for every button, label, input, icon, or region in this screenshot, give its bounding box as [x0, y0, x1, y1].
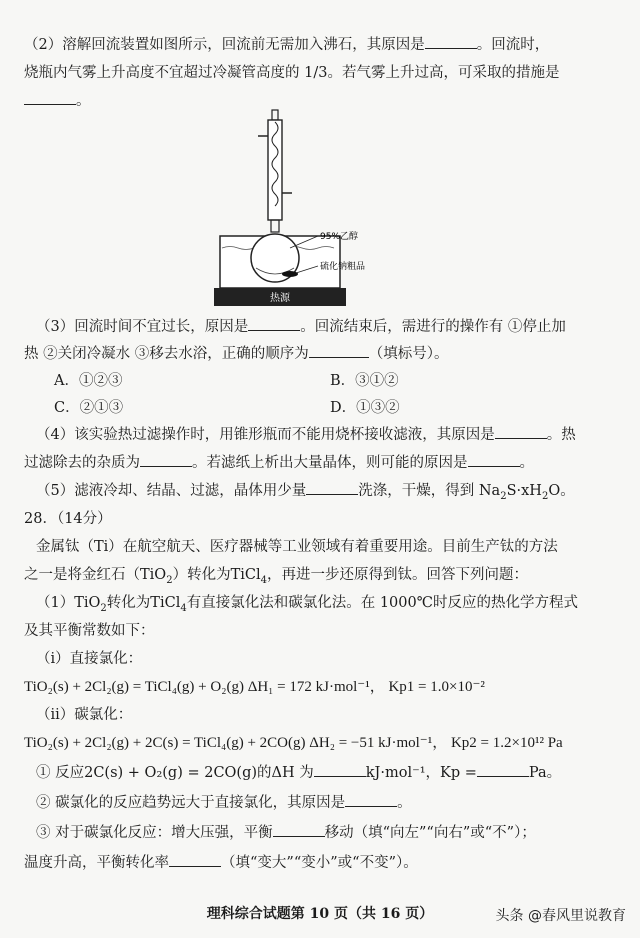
q3-line1: [36, 316, 632, 338]
answer-blank: [309, 343, 369, 358]
q28-i-title: （i）直接氯化：: [36, 651, 143, 667]
subscript: 2: [500, 490, 507, 502]
q2-text-1b: 。回流时，: [476, 37, 550, 53]
q28-sub3-line1: [36, 822, 632, 844]
q28-part1-line2: 及其平衡常数如下：: [24, 623, 155, 639]
answer-blank: [495, 424, 547, 439]
q2-text-1a: （2）溶解回流装置如图所示，回流前无需加入沸石，其原因是: [24, 37, 425, 53]
q28-s3-b: 移动（填“向左”“向右”或“不”）；: [324, 825, 536, 841]
subscript: 4: [180, 602, 187, 614]
q28-s3-2a: 温度升高，平衡转化率: [24, 855, 169, 871]
q3-line2: [24, 343, 620, 365]
subscript: 2: [166, 574, 173, 586]
reflux-apparatus-figure: [210, 108, 366, 308]
q2-line3: 。: [24, 90, 620, 112]
option-a: A．①②③: [54, 373, 123, 389]
q28-s3-2b: （填“变大”“变小”或“不变”）。: [221, 855, 418, 871]
q28-p1-c: 有直接氯化法和碳氯化法。在 1000℃时反应的热化学方程式: [186, 595, 578, 611]
q28-intro-2a: 之一是将金红石（TiO: [24, 567, 167, 583]
q4-text-1a: （4）该实验热过滤操作时，用锥形瓶而不能用烧杯接收滤液，其原因是: [36, 427, 495, 443]
q28-intro-line2: [24, 564, 620, 592]
crude-solid: [282, 271, 298, 277]
q4-line1: [36, 424, 632, 446]
q4-text-1b: 。热: [546, 427, 576, 443]
answer-blank: [24, 90, 76, 105]
q28-s2-a: ② 碳氯化的反应趋势远大于直接氯化，其原因是: [36, 795, 346, 811]
answer-blank: [477, 762, 529, 777]
q4-text-2a: 过滤除去的杂质为: [24, 455, 140, 471]
equation-2: TiO₂(s) + 2Cl₂(g) + 2C(s) = TiCl₄(g) + 2CO(g) ΔH₂ = −51 kJ·mol⁻¹， Kp2 = 1.2×10¹² Pa: [24, 735, 563, 751]
answer-blank: [425, 34, 477, 49]
q28-s2-b: 。: [397, 795, 412, 811]
q5-text-b: 洗涤，干燥，得到 Na: [358, 483, 501, 499]
q3-text-2b: （填标号）。: [368, 346, 449, 362]
subscript: 2: [100, 602, 107, 614]
q28-ii-title: （ii）碳氯化：: [36, 707, 133, 723]
answer-blank: [248, 316, 300, 331]
q3-text-1a: （3）回流时间不宜过长，原因是: [36, 319, 249, 335]
q28-intro-2b: ）转化为TiCl: [172, 567, 261, 583]
q2-line1: [24, 34, 620, 56]
q28-intro-2c: ，再进一步还原得到钛。回答下列问题：: [267, 567, 528, 583]
q2-text-2: 烧瓶内气雾上升高度不宜超过冷凝管高度的 1/3。若气雾上升过高，可采取的措施是: [24, 65, 560, 81]
option-d: D．①③②: [330, 400, 400, 416]
flask-neck: [271, 220, 279, 232]
q28-sub2: [36, 792, 632, 814]
page-footer: 理科综合试题第 10 页（共 16 页）: [206, 906, 434, 922]
condenser-top: [272, 110, 278, 120]
answer-blank: [169, 852, 221, 867]
q28-s1-a: ① 反应2C(s) + O₂(g) = 2CO(g)的ΔH 为: [36, 765, 314, 781]
subscript: 2: [541, 490, 549, 502]
subscript: 4: [260, 574, 267, 586]
option-c: C．②①③: [54, 400, 124, 416]
q3-text-1b: 。回流结束后，需进行的操作有 ①停止加: [300, 319, 566, 335]
q5-text-a: （5）滤液冷却、结晶、过滤，晶体用少量: [36, 483, 307, 499]
label-heat-source: 热源: [270, 293, 290, 304]
answer-blank: [140, 452, 192, 467]
q28-part1-line1: [36, 592, 632, 620]
watermark: 头条 @春风里说教育: [495, 908, 626, 924]
q2-line2: [24, 62, 620, 84]
q28-header: 28．（14分）: [24, 511, 112, 527]
answer-blank: [314, 762, 366, 777]
q3-text-2a: 热 ②关闭冷凝水 ③移去水浴，正确的顺序为: [24, 346, 309, 362]
q28-p1-a: （1）TiO: [36, 595, 101, 611]
answer-blank: [306, 480, 358, 495]
q5-text-d: O。: [548, 483, 575, 499]
q5-line: [36, 480, 632, 508]
q28-p1-b: 转化为TiCl: [106, 595, 181, 611]
q28-sub1: [36, 762, 632, 784]
answer-blank: [345, 792, 397, 807]
answer-blank: [273, 822, 325, 837]
equation-1: TiO₂(s) + 2Cl₂(g) = TiCl₄(g) + O₂(g) ΔH₁ = 172 kJ·mol⁻¹， Kp1 = 1.0×10⁻²: [24, 679, 485, 695]
q28-s1-b: kJ·mol⁻¹，Kp =: [365, 765, 477, 781]
q4-line2: [24, 452, 620, 474]
q28-s1-c: Pa。: [528, 765, 562, 781]
q4-text-2b: 。若滤纸上析出大量晶体，则可能的原因是: [192, 455, 468, 471]
q28-sub3-line2: [24, 852, 620, 874]
q4-text-2c: 。: [519, 455, 534, 471]
label-solid: 硫化钠粗品: [320, 262, 366, 272]
option-b: B．③①②: [330, 373, 399, 389]
answer-blank: [468, 452, 520, 467]
q28-s3-a: ③ 对于碳氯化反应：增大压强，平衡: [36, 825, 273, 841]
label-solvent: 95%乙醇: [320, 232, 359, 242]
q5-text-c: S·xH: [506, 483, 542, 499]
q28-intro-line1: 金属钛（Ti）在航空航天、医疗器械等工业领域有着重要用途。目前生产钛的方法: [36, 539, 558, 555]
